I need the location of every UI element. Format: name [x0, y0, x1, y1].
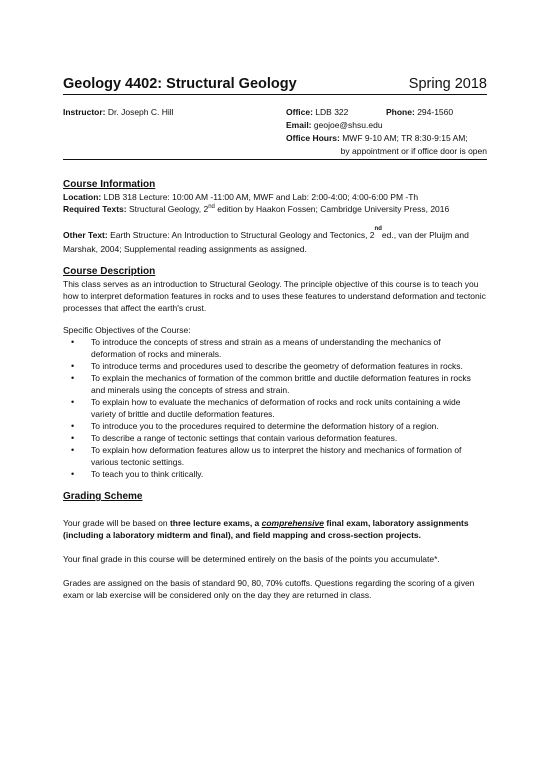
semester: Spring 2018 [408, 76, 487, 92]
office [286, 106, 348, 119]
grading-p1-pre: Your grade will be based on [63, 518, 170, 528]
location-value: LDB 318 Lecture: 10:00 AM -11:00 AM, MWF and Lab: 2:00-4:00; 4:00-6:00 PM -Th [103, 192, 419, 202]
office-hours-value: MWF 9-10 AM; TR 8:30-9:15 AM; [342, 133, 468, 143]
location-label: Location: [63, 192, 102, 202]
grading-heading: Grading Scheme [63, 491, 143, 502]
objective-item: • To explain how deformation features allow us to interpret the history and mechanics of formation of various tectonic settings. [63, 444, 487, 468]
objective-item: • To introduce you to the procedures required to determine the deformation history of a region. [63, 420, 487, 432]
required-texts-pre: Structural Geology, 2 [128, 204, 209, 214]
required-texts-sup: nd [208, 204, 215, 211]
office-hours-label: Office Hours: [286, 133, 340, 143]
email-label: Email: [286, 120, 312, 130]
phone-value: 294-1560 [417, 107, 454, 117]
office-value: LDB 322 [315, 107, 349, 117]
required-texts-label: Required Texts: [63, 204, 127, 214]
required-texts-line [63, 203, 487, 215]
office-label: Office: [286, 107, 313, 117]
course-description-heading: Course Description [63, 266, 156, 277]
objective-item: • To introduce terms and procedures used to describe the geometry of deformation features in rocks. [63, 360, 487, 372]
objective-item: • To explain the mechanics of formation of the common brittle and ductile deformation features in rocks and minerals using the concepts of stress and strain. [63, 372, 487, 396]
header-divider [63, 159, 487, 160]
other-text-line [63, 226, 487, 255]
grading-p1-comprehensive: comprehensive [261, 518, 325, 528]
phone-label: Phone: [386, 107, 415, 117]
syllabus-content [63, 178, 487, 601]
grading-paragraph-2: Your final grade in this course will be determined entirely on the basis of the points you accumulate*. [63, 554, 440, 564]
course-info-heading: Course Information [63, 179, 156, 190]
instructor-name: Dr. Joseph C. Hill [107, 107, 174, 117]
email [286, 119, 383, 132]
office-hours [286, 132, 468, 145]
course-title-row [63, 76, 487, 95]
required-texts-post: edition by Haakon Fossen; Cambridge University Press, 2016 [214, 204, 450, 214]
course-description-paragraph: This class serves as an introduction to Structural Geology. The principle objective of this course is to teach you how to interpret deformation features in rocks and to uses these features to understand deformation and tectonic processes that affect the earth's crust. [63, 279, 486, 313]
other-text-post: ed., van der Pluijm and Marshak, 2004; Supplemental reading assignments as assigned. [63, 230, 469, 254]
objective-item: • To explain how to evaluate the mechanics of deformation of rocks and rock units containing a wide variety of brittle and ductile deformation features. [63, 396, 487, 420]
phone [386, 106, 453, 119]
grading-paragraph-1 [63, 517, 487, 541]
objectives-list [63, 336, 487, 480]
other-text-label: Other Text: [63, 230, 108, 240]
instructor [63, 106, 174, 119]
grading-paragraph-3: Grades are assigned on the basis of standard 90, 80, 70% cutoffs. Questions regarding the scoring of a given exam or lab exercise will be considered only on the day they are returned in class. [63, 578, 475, 600]
email-value: geojoe@shsu.edu [313, 120, 383, 130]
other-text-pre: Earth Structure: An Introduction to Structural Geology and Tectonics, 2 [110, 230, 375, 240]
grading-p1-bold-1: three lecture exams, a [169, 518, 262, 528]
grading-p1-bold-2: final exam, laboratory assignments (including a laboratory midterm and final), and field mapping and cross-section projects. [63, 518, 469, 540]
other-text-sup: nd [374, 226, 382, 232]
objectives-intro: Specific Objectives of the Course: [63, 325, 191, 335]
objective-item: • To describe a range of tectonic settings that contain various deformation features. [63, 432, 487, 444]
objective-item: • To introduce the concepts of stress and strain as a means of understanding the mechanics of deformation of rocks and minerals. [63, 336, 487, 360]
location-line [63, 191, 487, 203]
instructor-label: Instructor: [63, 107, 106, 117]
course-title: Geology 4402: Structural Geology [63, 76, 297, 92]
office-hours-extra: by appointment or if office door is open [340, 146, 487, 156]
objective-item: • To teach you to think critically. [63, 468, 487, 480]
